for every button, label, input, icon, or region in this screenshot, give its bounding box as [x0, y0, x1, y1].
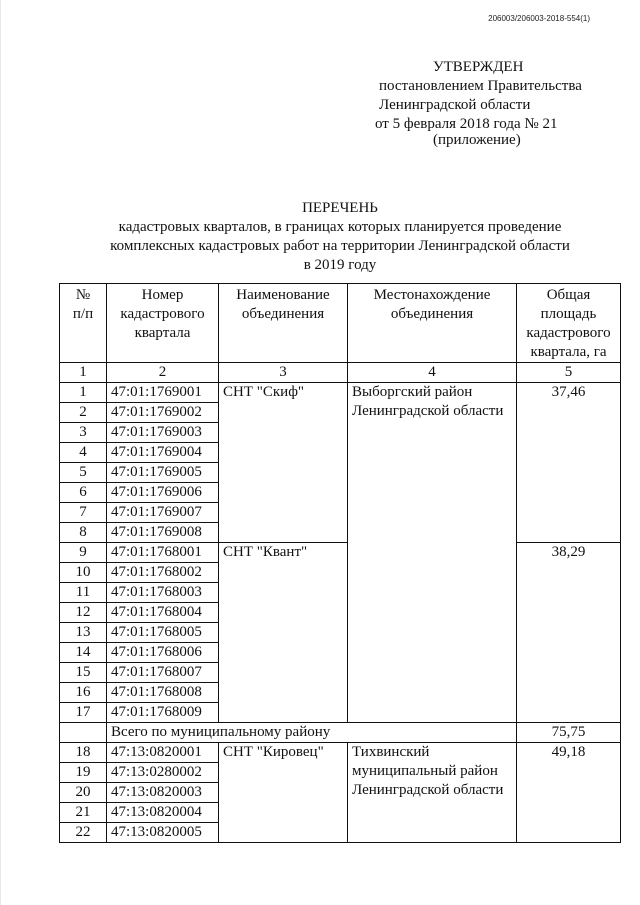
row-number: 8	[60, 523, 107, 543]
cadastral-number: 47:01:1769005	[107, 463, 219, 483]
header-cadastral-line: квартала	[134, 325, 191, 341]
row-number: 17	[60, 703, 107, 723]
cadastral-number: 47:01:1768007	[107, 663, 219, 683]
row-number: 11	[60, 583, 107, 603]
cadastral-number: 47:01:1768001	[107, 543, 219, 563]
page-edge	[0, 0, 1, 905]
subtotal-empty-cell	[60, 723, 107, 743]
cadastral-number: 47:01:1768004	[107, 603, 219, 623]
column-number: 2	[107, 363, 219, 383]
association-location	[348, 383, 517, 543]
column-number: 5	[517, 363, 621, 383]
location-line: Тихвинский	[352, 744, 430, 760]
row-number: 5	[60, 463, 107, 483]
row-number: 9	[60, 543, 107, 563]
row-number: 18	[60, 743, 107, 763]
subtotal-label: Всего по муниципальному району	[107, 723, 517, 743]
area-value: 38,29	[517, 543, 621, 723]
header-num-line: п/п	[72, 306, 94, 322]
approved-region-line: Ленинградской области	[379, 97, 531, 113]
cadastral-number: 47:01:1768005	[107, 623, 219, 643]
cadastral-number: 47:01:1769008	[107, 523, 219, 543]
association-name: СНТ "Квант"	[219, 543, 348, 723]
document-id: 206003/206003-2018-554(1)	[488, 14, 590, 23]
header-area-line: кадастрового	[526, 325, 611, 341]
table-header-row	[60, 284, 621, 363]
subtotal-row	[60, 723, 621, 743]
cadastral-number: 47:01:1769001	[107, 383, 219, 403]
row-number: 16	[60, 683, 107, 703]
table-row	[60, 383, 621, 403]
row-number: 2	[60, 403, 107, 423]
row-number: 1	[60, 383, 107, 403]
cadastral-quarters-table	[59, 283, 621, 843]
header-num	[60, 284, 107, 363]
group-kirovets	[60, 743, 621, 843]
row-number: 21	[60, 803, 107, 823]
approved-appendix-line: (приложение)	[433, 132, 521, 148]
cadastral-number: 47:01:1769004	[107, 443, 219, 463]
column-number: 4	[348, 363, 517, 383]
cadastral-number: 47:01:1768009	[107, 703, 219, 723]
row-number: 3	[60, 423, 107, 443]
area-value: 49,18	[517, 743, 621, 843]
cadastral-number: 47:13:0820001	[107, 743, 219, 763]
row-number: 20	[60, 783, 107, 803]
row-number: 15	[60, 663, 107, 683]
row-number: 4	[60, 443, 107, 463]
cadastral-number: 47:01:1768003	[107, 583, 219, 603]
header-name-line: объединения	[241, 306, 325, 322]
column-number: 1	[60, 363, 107, 383]
cadastral-number: 47:13:0820005	[107, 823, 219, 843]
header-association-name	[219, 284, 348, 363]
association-location-continued	[348, 543, 517, 723]
approved-by-line: постановлением Правительства	[379, 78, 582, 94]
header-area-line: квартала, га	[530, 344, 607, 360]
cadastral-number: 47:01:1768002	[107, 563, 219, 583]
header-location-line: объединения	[390, 306, 474, 322]
location-line: Ленинградской области	[352, 782, 504, 798]
group-skif	[60, 383, 621, 543]
row-number: 19	[60, 763, 107, 783]
cadastral-number: 47:01:1769006	[107, 483, 219, 503]
association-name: СНТ "Скиф"	[219, 383, 348, 543]
row-number: 22	[60, 823, 107, 843]
cadastral-number: 47:13:0820003	[107, 783, 219, 803]
row-number: 7	[60, 503, 107, 523]
header-location-line: Местонахождение	[373, 287, 491, 303]
header-name-line: Наименование	[236, 287, 330, 303]
document-title	[60, 199, 620, 275]
header-cadastral-line: Номер	[141, 287, 184, 303]
row-number: 14	[60, 643, 107, 663]
header-area	[517, 284, 621, 363]
header-location	[348, 284, 517, 363]
group-kvant	[60, 543, 621, 723]
cadastral-number: 47:01:1769003	[107, 423, 219, 443]
header-area-line: Общая	[546, 287, 591, 303]
table-row	[60, 543, 621, 563]
title-line-1: кадастровых кварталов, в границах которых планируется проведение	[118, 219, 562, 235]
header-cadastral-number	[107, 284, 219, 363]
table-row	[60, 743, 621, 763]
cadastral-number: 47:01:1769007	[107, 503, 219, 523]
title-line-2: комплексных кадастровых работ на территории Ленинградской области	[110, 238, 570, 254]
column-number-row	[60, 363, 621, 383]
cadastral-number: 47:13:0820004	[107, 803, 219, 823]
area-value: 37,46	[517, 383, 621, 543]
column-number: 3	[219, 363, 348, 383]
approved-heading: УТВЕРЖДЕН	[433, 59, 524, 75]
cadastral-number: 47:01:1768008	[107, 683, 219, 703]
cadastral-number: 47:13:0280002	[107, 763, 219, 783]
row-number: 10	[60, 563, 107, 583]
title-heading: ПЕРЕЧЕНЬ	[302, 200, 378, 216]
association-name: СНТ "Кировец"	[219, 743, 348, 843]
row-number: 6	[60, 483, 107, 503]
row-number: 13	[60, 623, 107, 643]
location-line: Выборгский район	[352, 384, 473, 400]
header-area-line: площадь	[540, 306, 597, 322]
location-line: Ленинградской области	[352, 403, 504, 419]
row-number: 12	[60, 603, 107, 623]
header-cadastral-line: кадастрового	[120, 306, 205, 322]
cadastral-number: 47:01:1769002	[107, 403, 219, 423]
cadastral-number: 47:01:1768006	[107, 643, 219, 663]
association-location	[348, 743, 517, 843]
subtotal-value: 75,75	[517, 723, 621, 743]
approved-date-line: от 5 февраля 2018 года № 21	[375, 116, 558, 132]
header-num-line: №	[75, 287, 91, 303]
location-line: муниципальный район	[352, 763, 498, 779]
title-line-3: в 2019 году	[303, 257, 377, 273]
